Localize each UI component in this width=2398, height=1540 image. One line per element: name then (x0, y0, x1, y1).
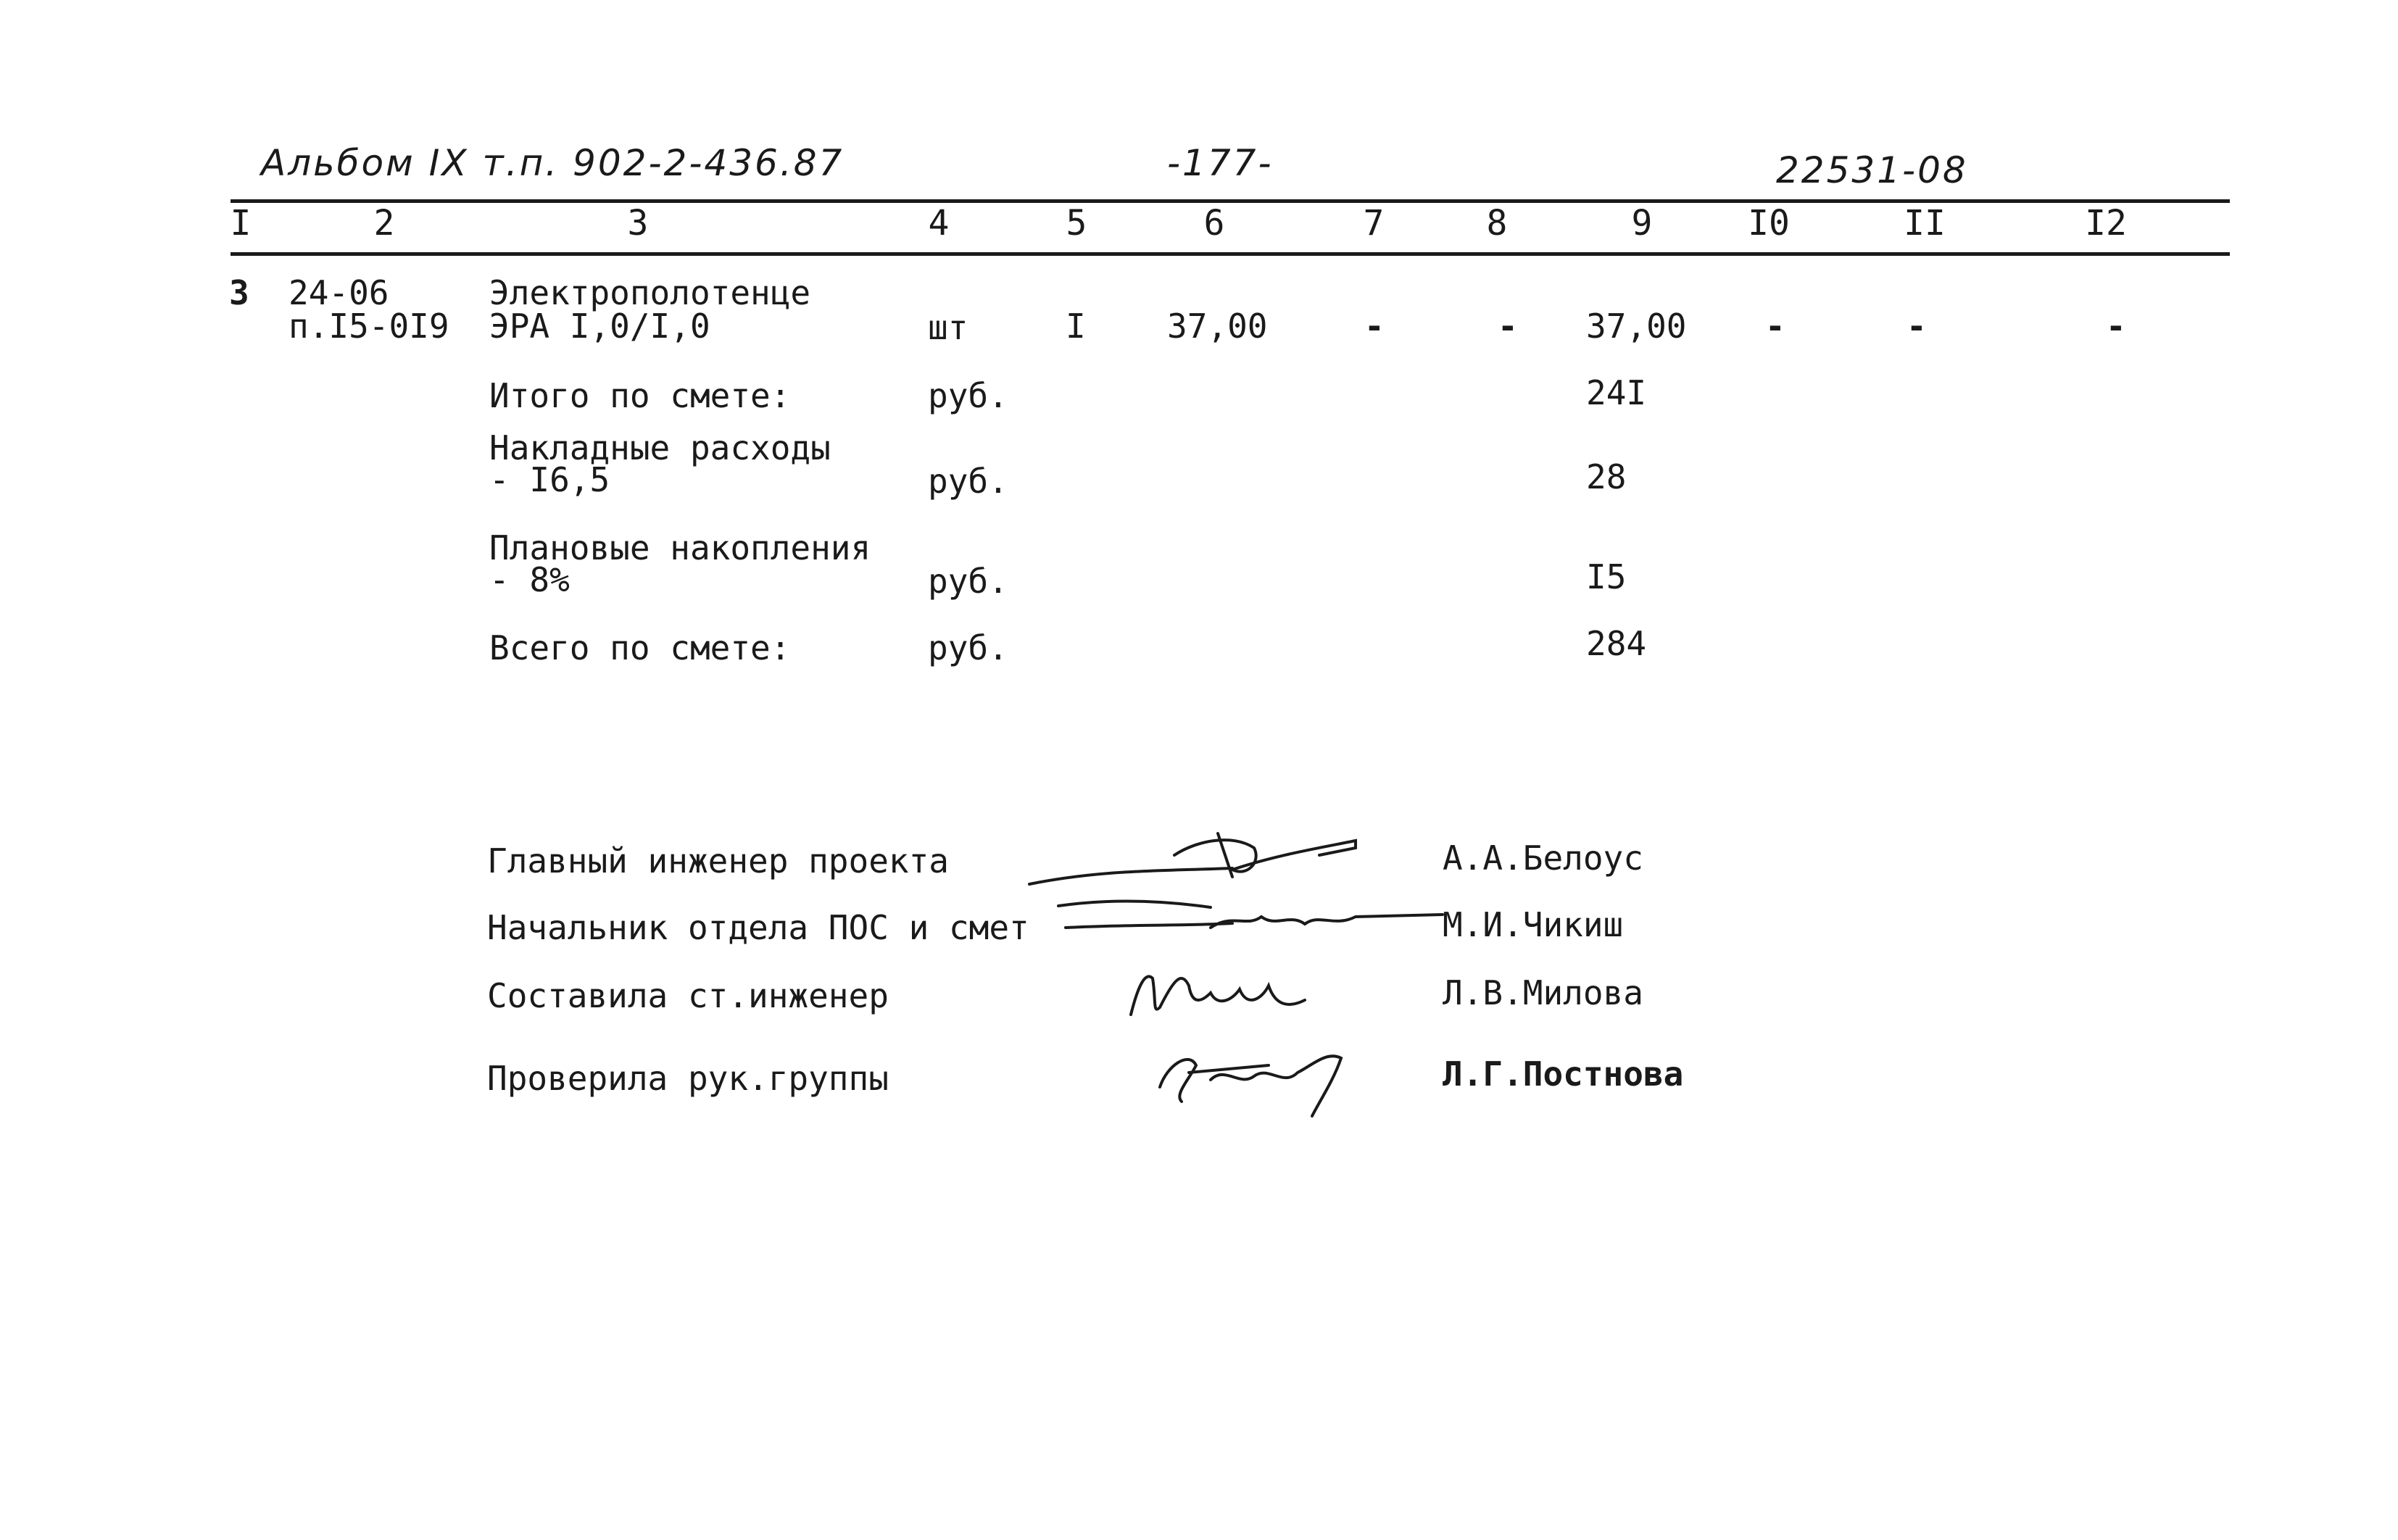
album-reference: Альбом IX т.п. 902-2-436.87 (261, 142, 845, 184)
summary-label-rate: - 8% (489, 560, 570, 599)
signatory-role: Начальник отдела ПОС и смет (487, 908, 1029, 947)
signatory-role: Проверила рук.группы (487, 1059, 889, 1098)
summary-label: Накладные расходы (489, 428, 831, 467)
item-code-line2: п.I5-0I9 (289, 307, 449, 346)
summary-unit: руб. (928, 628, 1008, 667)
header-bottom-rule (231, 252, 2230, 256)
column-number: 7 (1363, 203, 1385, 244)
summary-value: I5 (1586, 557, 1627, 596)
summary-unit: руб. (928, 376, 1008, 415)
signature-handwritten-4 (1145, 1036, 1377, 1123)
item-code-line1: 24-06 (289, 273, 389, 312)
signatory-name: М.И.Чикиш (1443, 905, 1624, 944)
page-number: -177- (1167, 142, 1274, 184)
item-col11-dash: - (1907, 307, 1927, 346)
item-name-line1: Электрополотенце (489, 273, 811, 312)
signature-handwritten-3 (1116, 957, 1348, 1029)
column-number: 9 (1631, 203, 1653, 244)
summary-label: Всего по смете: (489, 628, 791, 667)
summary-label: Плановые накопления (489, 528, 871, 567)
item-number: 3 (229, 273, 249, 312)
signatory-role: Главный инженер проекта (487, 841, 949, 881)
summary-label-rate: - I6,5 (489, 460, 610, 499)
column-number: 8 (1486, 203, 1508, 244)
document-code: 22531-08 (1776, 149, 1968, 191)
item-total: 37,00 (1586, 307, 1687, 346)
item-quantity: I (1066, 307, 1086, 346)
signatory-name: Л.Г.Постнова (1443, 1054, 1684, 1094)
item-name-line2: ЭРА I,0/I,0 (489, 307, 710, 346)
item-unit: шт (928, 308, 968, 347)
summary-value: 24I (1586, 373, 1647, 412)
item-col8-dash: - (1498, 307, 1518, 346)
column-number: 2 (373, 203, 395, 244)
item-col7-dash: - (1364, 307, 1385, 346)
column-number: 6 (1203, 203, 1225, 244)
summary-label: Итого по смете: (489, 376, 791, 415)
column-number: I0 (1748, 203, 1790, 244)
summary-value: 284 (1586, 624, 1647, 663)
column-number: I2 (2085, 203, 2127, 244)
signatory-role: Составила ст.инженер (487, 976, 889, 1015)
item-col12-dash: - (2106, 307, 2126, 346)
column-number: 4 (928, 203, 950, 244)
signature-handwritten-2 (1051, 891, 1457, 949)
summary-unit: руб. (928, 462, 1008, 501)
signatory-name: А.А.Белоус (1443, 838, 1643, 878)
signatory-name: Л.В.Милова (1443, 973, 1643, 1012)
summary-value: 28 (1586, 457, 1627, 496)
column-number: I (230, 203, 252, 244)
column-number: 3 (627, 203, 649, 244)
summary-unit: руб. (928, 562, 1008, 601)
column-number: II (1904, 203, 1946, 244)
item-unit-price: 37,00 (1167, 307, 1268, 346)
item-col10-dash: - (1765, 307, 1785, 346)
column-number: 5 (1066, 203, 1087, 244)
